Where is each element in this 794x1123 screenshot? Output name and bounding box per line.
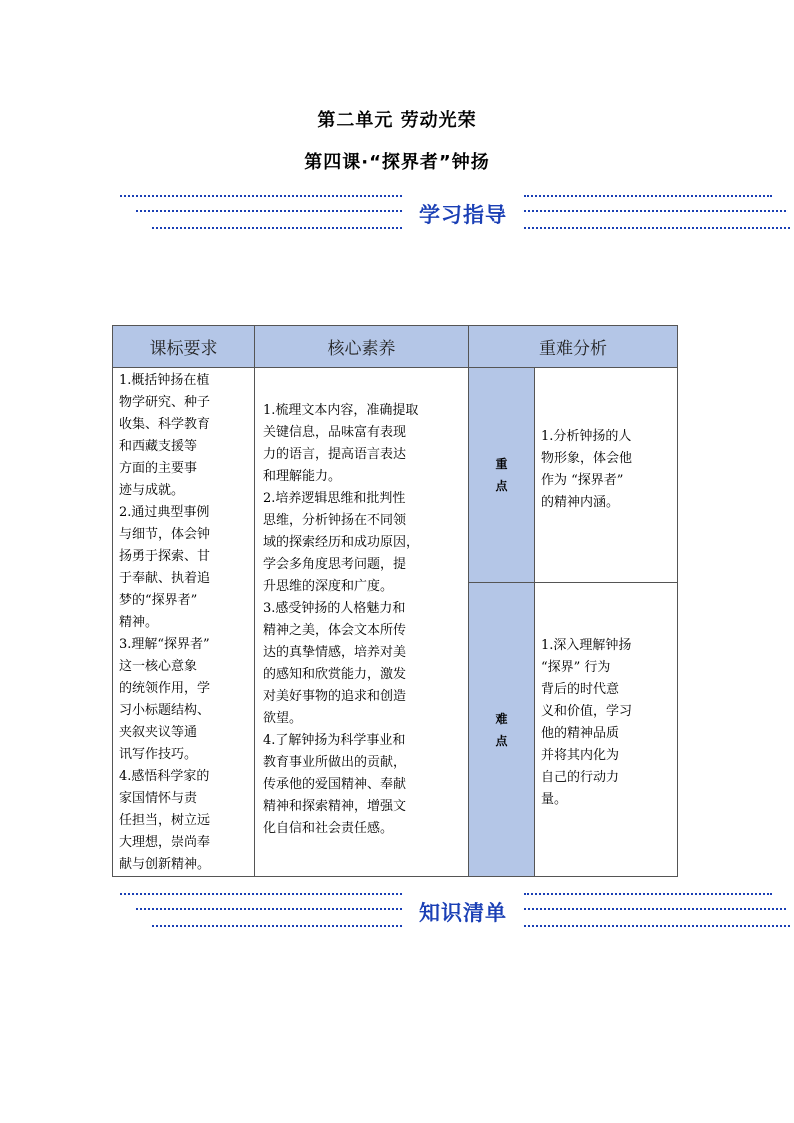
difficulty-text: 1.深入理解钟扬 “探界” 行为 背后的时代意 义和价值，学习 他的精神品质 并将其内化为 自己的行动力 量。 [541,638,633,808]
competencies-text: 1.梳理文本内容，准确提取 关键信息，品味富有表现 力的语言，提高语言表达 和理解能力。 2.培养逻辑思维和批判性 思维，分析钟扬在不同领 域的探索经历和成功原因， 学会多角度思考问题，提 升思维的深度和广度。 3.感受钟扬的人格魅力和 精神之美，体会文本所传 达的真挚情感，培养对美 的感知和欣赏能力，激发 对美好事物的追求和创造 欲望。 4.了解钟扬为科学事业和 教育事业所做出的贡献， 传承他的爱国精神、奉献 精神和探索精神，增强文 化自信和社会责任感。 [263,403,420,836]
learning-guide-table [112,325,678,877]
dotted-line [136,210,402,212]
dotted-line [152,227,402,229]
difficulty-tag: 难点 [495,711,508,748]
section-bar-guide [0,190,794,240]
focus-tag-cell [469,368,535,583]
table-row [113,368,678,583]
dotted-line [120,893,402,895]
dotted-line [152,925,402,927]
difficulty-tag-cell [469,583,535,877]
section-title-guide: 学习指导 [419,202,507,227]
competencies-cell [255,368,469,877]
lesson-title: 第四课·“探界者”钟扬 [304,152,490,173]
dotted-line [524,227,790,229]
focus-cell [535,368,678,583]
standards-text: 1.概括钟扬在植 物学研究、种子 收集、科学教育 和西藏支援等 方面的主要事 迹与成就。 2.通过典型事例 与细节，体会钟 扬勇于探索、甘 于奉献、执着追 梦的“探界者” 精神。 3.理解“探界者” 这一核心意象 的统领作用，学 习小标题结构、 夹叙夹议等通 讯写作技巧。 4.感悟科学家的 家国情怀与责 任担当，树立远 大理想，崇尚奉 献与创新精神。 [119,373,211,872]
focus-tag: 重点 [495,457,508,494]
dotted-line [524,908,786,910]
section-title-knowledge: 知识清单 [419,900,507,925]
section-bar-knowledge [0,888,794,938]
header-standards: 课标要求 [113,326,255,368]
dotted-line [136,908,402,910]
unit-title: 第二单元 劳动光荣 [317,110,477,131]
header-competencies: 核心素养 [255,326,469,368]
difficulty-cell [535,583,678,877]
dotted-line [524,925,790,927]
dotted-line [524,195,772,197]
focus-text: 1.分析钟扬的人 物形象，体会他 作为 “探界者” 的精神内涵。 [541,429,633,510]
standards-cell [113,368,255,877]
table-header-row [113,326,678,368]
dotted-line [524,893,772,895]
dotted-line [120,195,402,197]
header-analysis: 重难分析 [469,326,678,368]
dotted-line [524,210,786,212]
